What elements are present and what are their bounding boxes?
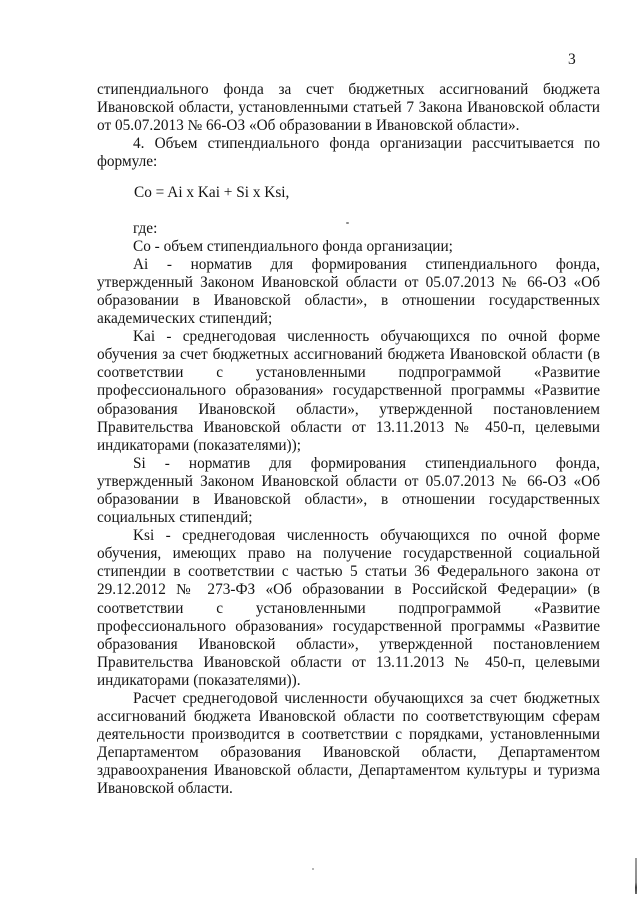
formula-line: Co = Ai x Kai + Si x Ksi, <box>134 184 290 202</box>
scan-artifact-speck <box>346 222 349 224</box>
scan-artifact-edge-line <box>635 858 637 894</box>
paragraph-si-definition: Si - норматив для формирования стипендиального фонда, утвержденный Законом Ивановской области от 05.07.2013 № 66-ОЗ «Об образовании в Ивановской области», в отношении государственных социальных стипендий; <box>97 454 600 527</box>
document-body <box>97 81 600 799</box>
page-number: 3 <box>568 51 576 68</box>
paragraph-where: где: <box>133 219 158 237</box>
paragraph-item-4: 4. Объем стипендиального фонда организации рассчитывается по формуле: <box>97 135 600 171</box>
paragraph-calculation-note: Расчет среднегодовой численности обучающихся за счет бюджетных ассигнований бюджета Ивановской области по соответствующим сферам деятельности производится в соответствии с порядками, установленными Департаментом образования Ивановской области, Департаментом здравоохранения Ивановской области, Департаментом культуры и туризма Ивановской области. <box>97 690 600 798</box>
paragraph-kai-definition: Kai - среднегодовая численность обучающихся по очной форме обучения за счет бюджетных ассигнований бюджета Ивановской области (в соответствии с установленными подпрограммой «Развитие профессионального образования» государственной программы «Развитие образования Ивановской области», утвержденной постановлением Правительства Ивановской области от 13.11.2013 № 450-п, целевыми индикаторами (показателями)); <box>97 328 600 454</box>
paragraph-ksi-definition: Ksi - среднегодовая численность обучающихся по очной форме обучения, имеющих право на получение государственной социальной стипендии в соответствии с частью 5 статьи 36 Федерального закона от 29.12.2012 № 273-ФЗ «Об образовании в Российской Федерации» (в соответствии с установленными подпрограммой «Развитие профессионального образования» государственной программы «Развитие образования Ивановской области», утвержденной постановлением Правительства Ивановской области от 13.11.2013 № 450-п, целевыми индикаторами (показателями)). <box>97 527 600 689</box>
scan-artifact-speck <box>312 868 314 870</box>
paragraph-intro-continuation: стипендиального фонда за счет бюджетных ассигнований бюджета Ивановской области, установленными статьей 7 Закона Ивановской области от 05.07.2013 № 66-ОЗ «Об образовании в Ивановской области». <box>97 81 600 135</box>
paragraph-ai-definition: Ai - норматив для формирования стипендиального фонда, утвержденный Законом Ивановской области от 05.07.2013 № 66-ОЗ «Об образовании в Ивановской области», в отношении государственных академических стипендий; <box>97 255 600 328</box>
paragraph-co-definition: Co - объем стипендиального фонда организации; <box>133 237 453 255</box>
